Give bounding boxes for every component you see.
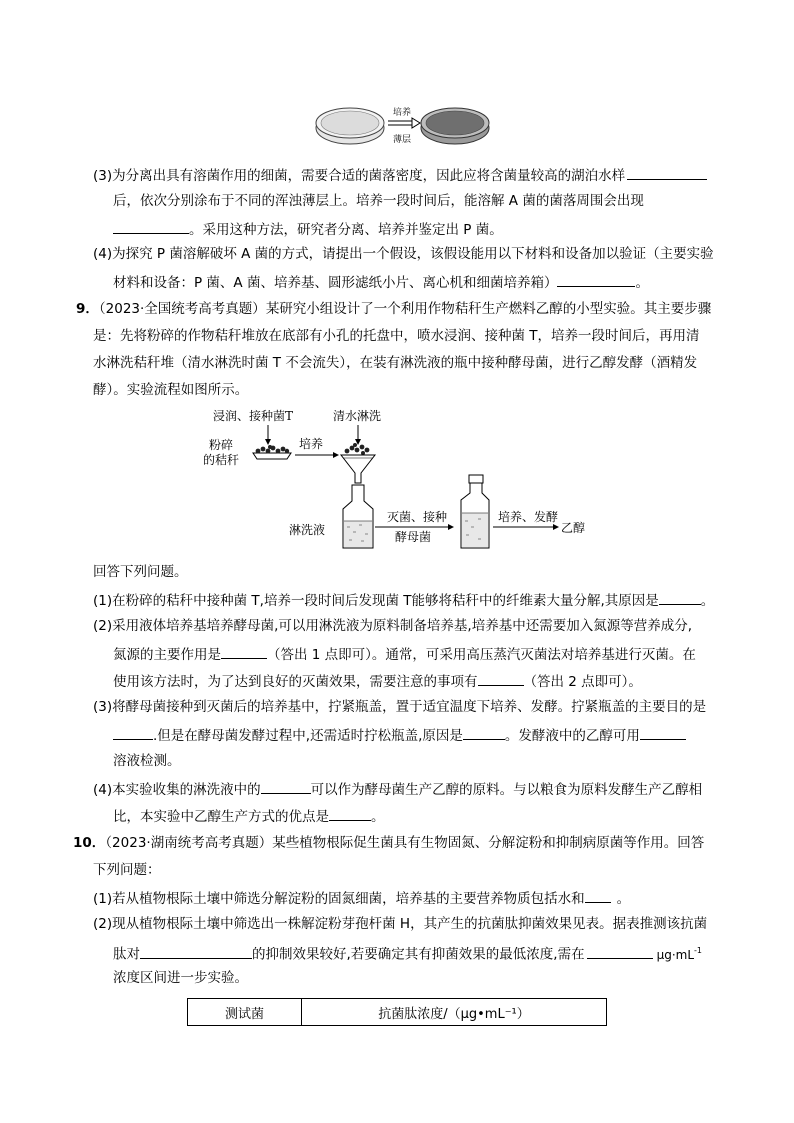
- q10-line2: 下列问题：: [93, 862, 161, 878]
- label-soak-inoculate: 浸润、接种菌T: [213, 409, 294, 423]
- q9-p4-line1: (4)本实验收集的淋洗液中的 可以作为酵母菌生产乙醇的原料。与以粮食为原料发酵生产乙醇相: [93, 779, 702, 799]
- q8-p3-line1: (3)为分离出具有溶菌作用的细菌，需要合适的菌落密度，因此应将含菌量较高的湖泊水样: [93, 165, 707, 185]
- table-header-concentration: 抗菌肽浓度/（μg•mL⁻¹）: [302, 999, 607, 1026]
- label-culture-ferment: 培养、发酵: [498, 510, 559, 524]
- q8-p4-line1: (4)为探究 P 菌溶解破坏 A 菌的方式，请提出一个假设，该假设能用以下材料和设备加以验证（主要实验: [93, 246, 714, 262]
- antimicrobial-table: [187, 998, 607, 1026]
- rinse-liquid-flask: [343, 485, 373, 548]
- table-header-row: [188, 999, 607, 1026]
- q10-p1: (1)若从植物根际土壤中筛选分解淀粉的固氮细菌，培养基的主要营养物质包括水和 。: [93, 888, 630, 908]
- experiment-flow-diagram: [195, 403, 595, 553]
- table-header-test-bacteria: 测试菌: [188, 999, 302, 1026]
- q9-p2-line3: 使用该方法时，为了达到良好的灭菌效果，需要注意的事项有 （答出 2 点即可）。: [113, 671, 642, 691]
- arrow-label-layer: 薄层: [392, 135, 412, 145]
- q10-p2-line2: 肽对 的抑制效果较好,若要确定其有抑菌效果的最低浓度,需在 $\mu g\cdot mL^{-1}$: [113, 942, 702, 964]
- label-rinse-liquid: 淋洗液: [289, 523, 326, 537]
- q10-p2-line1: (2)现从植物根际土壤中筛选出一株解淀粉芽孢杆菌 H，其产生的抗菌肽抑菌效果见表。据表推测该抗菌: [93, 916, 708, 932]
- q9-line1: 9．（2023·全国统考高考真题）某研究小组设计了一个利用作物秸秆生产燃料乙醇的小型实验。其主要步骤: [76, 301, 712, 317]
- label-ethanol: 乙醇: [561, 521, 586, 535]
- q9-p3-line3: 溶液检测。: [113, 753, 181, 769]
- q9-p3-line2: .但是在酵母菌发酵过程中,还需适时拧松瓶盖,原因是 。发酵液中的乙醇可用: [113, 725, 686, 745]
- label-straw: 的秸秆: [203, 453, 240, 467]
- q9-p2-line1: (2)采用液体培养基培养酵母菌,可以用淋洗液为原料制备培养基,培养基中还需要加入氮源等营养成分,: [93, 618, 692, 634]
- arrow-label-culture: 培养: [392, 108, 412, 118]
- label-yeast: 酵母菌: [395, 530, 432, 544]
- q9-answer-intro: 回答下列问题。: [93, 564, 188, 580]
- label-crushed: 粉碎: [209, 438, 234, 452]
- label-sterilize-inoculate: 灭菌、接种: [387, 510, 448, 524]
- q9-p2-line2: 氮源的主要作用是 （答出 1 点即可）。通常，可采用高压蒸汽灭菌法对培养基进行灭菌。在: [113, 644, 696, 664]
- q9-line3: 水淋洗秸秆堆（清水淋洗时菌 T 不会流失），在装有淋洗液的瓶中接种酵母菌，进行乙醇发酵（酒精发: [93, 355, 698, 371]
- label-water-rinse: 清水淋洗: [333, 409, 382, 423]
- yeast-bottle: [461, 475, 489, 548]
- q10-p2-line3: 浓度区间进一步实验。: [113, 970, 248, 986]
- q9-p3-line1: (3)将酵母菌接种到灭菌后的培养基中，拧紧瓶盖，置于适宜温度下培养、发酵。拧紧瓶盖的主要目的是: [93, 699, 707, 715]
- straw-tray: [253, 445, 291, 459]
- q9-line4: 酵）。实验流程如图所示。: [93, 382, 249, 398]
- q10-line1: 10．（2023·湖南统考高考真题）某些植物根际促生菌具有生物固氮、分解淀粉和抑制病原菌等作用。回答: [73, 835, 705, 851]
- funnel: [341, 443, 375, 483]
- q9-p1: (1)在粉碎的秸秆中接种菌 T,培养一段时间后发现菌 T能够将秸秆中的纤维素大量分解,其原因是 。: [93, 590, 714, 610]
- q8-p3-line2: 后，依次分别涂布于不同的浑浊薄层上。培养一段时间后，能溶解 A 菌的菌落周围会出现: [113, 193, 644, 209]
- q9-p4-line2: 比，本实验中乙醇生产方式的优点是 。: [113, 806, 385, 826]
- label-culture: 培养: [299, 437, 324, 451]
- q9-line2: 是：先将粉碎的作物秸秆堆放在底部有小孔的托盘中，喷水浸润、接种菌 T，培养一段时间后，再用清: [93, 328, 700, 344]
- q8-p4-line2: 材料和设备：P 菌、A 菌、培养基、圆形滤纸小片、离心机和细菌培养箱） 。: [113, 272, 649, 292]
- q8-p3-line3: 。采用这种方法，研究者分离、培养并鉴定出 P 菌。: [113, 219, 503, 239]
- petri-dish-figure: [312, 100, 494, 150]
